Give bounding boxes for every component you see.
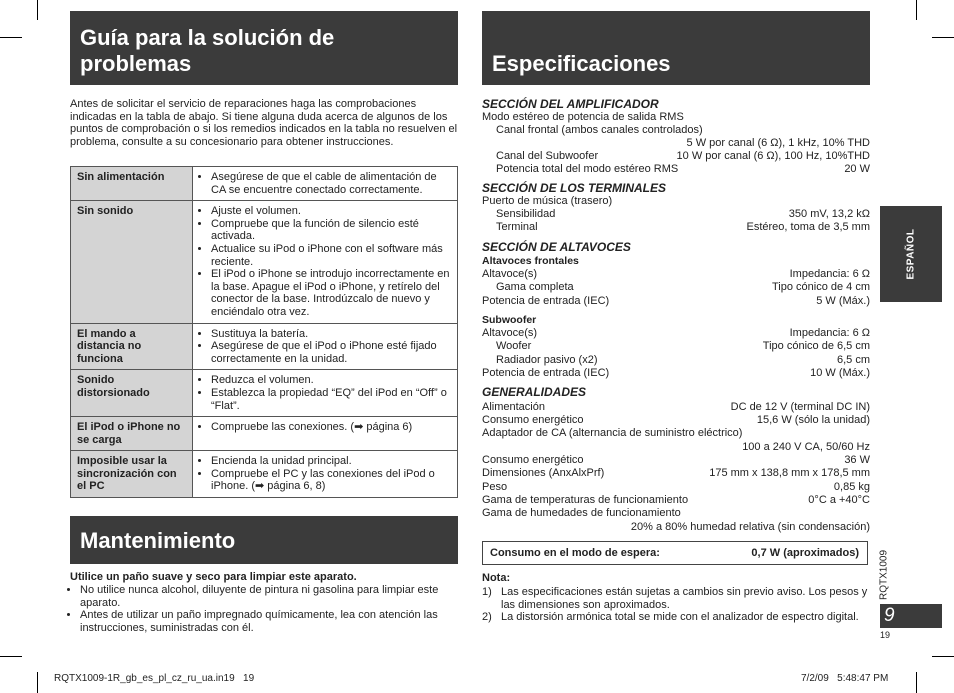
spec-row: Woofer Tipo cónico de 6,5 cm	[496, 340, 870, 352]
maintenance-title: Mantenimiento	[70, 516, 458, 564]
crop-mark	[916, 672, 917, 693]
spec-row: Potencia de entrada (IEC) 10 W (Máx.)	[482, 367, 870, 379]
page-number-small: 19	[880, 630, 891, 640]
list-item: • Antes de utilizar un paño impregnado químicamente, lea con atención las instrucciones, suministradas con él.	[80, 609, 458, 634]
maintenance-lead: Utilice un paño suave y seco para limpiar este aparato.	[70, 571, 357, 583]
spec-row: Puerto de música (trasero)	[482, 195, 613, 207]
remedy-cell	[193, 201, 458, 323]
list-item: • No utilice nunca alcohol, diluyente de pintura ni gasolina para limpiar este aparato.	[80, 584, 458, 609]
spec-row: Canal frontal (ambos canales controlados)	[496, 124, 703, 136]
spec-row: Dimensiones (AnxAlxPrf) 175 mm x 138,8 mm x 178,5 mm	[482, 467, 870, 479]
spec-row: Altavoce(s) Impedancia: 6 Ω	[482, 327, 870, 339]
table-row	[71, 417, 458, 451]
spec-row: Gama completa Tipo cónico de 4 cm	[496, 281, 870, 293]
list-item: • Establezca la propiedad “EQ” del iPod en “Off” o “Flat”.	[211, 387, 451, 412]
note-item: 2) La distorsión armónica total se mide con el analizador de espectro digital.	[482, 611, 859, 624]
list-item: • Compruebe que la función de silencio esté activada.	[211, 218, 451, 243]
troubleshooting-title: Guía para la solución de problemas	[70, 11, 458, 85]
front-speakers-label: Altavoces frontales	[482, 255, 579, 267]
spec-row: Consumo energético 15,6 W (sólo la unidad)	[482, 414, 870, 426]
troubleshooting-table	[70, 166, 458, 498]
remedy-cell	[193, 323, 458, 370]
table-row	[71, 167, 458, 201]
spec-row: Terminal Estéreo, toma de 3,5 mm	[496, 221, 870, 233]
notes-heading: Nota:	[482, 572, 511, 584]
crop-mark	[932, 37, 954, 38]
amp-heading: SECCIÓN DEL AMPLIFICADOR	[482, 97, 659, 111]
table-row	[71, 451, 458, 498]
crop-mark	[916, 0, 917, 20]
spec-row: Canal del Subwoofer 10 W por canal (6 Ω), 100 Hz, 10%THD	[496, 150, 870, 162]
general-heading: GENERALIDADES	[482, 385, 587, 399]
maintenance-bullets	[70, 584, 458, 634]
notes-list	[482, 586, 870, 624]
spec-row: Radiador pasivo (x2) 6,5 cm	[496, 354, 870, 366]
problem-cell: Sonido distorsionado	[71, 370, 193, 417]
crop-mark	[0, 656, 22, 657]
standby-label: Consumo en el modo de espera:	[490, 547, 660, 559]
footer-file: RQTX1009-1R_gb_es_pl_cz_ru_ua.in19 19	[54, 673, 255, 684]
problem-cell: El iPod o iPhone no se carga	[71, 417, 193, 451]
table-row	[71, 323, 458, 370]
list-item: • Encienda la unidad principal.	[211, 455, 451, 468]
table-row	[71, 370, 458, 417]
problem-cell: Sin alimentación	[71, 167, 193, 201]
list-item: • Compruebe las conexiones. (➡ página 6)	[211, 421, 451, 434]
spec-row: Consumo energético 36 W	[482, 454, 870, 466]
list-item: • Compruebe el PC y las conexiones del iPod o iPhone. (➡ página 6, 8)	[211, 468, 451, 493]
spec-row: Sensibilidad 350 mV, 13,2 kΩ	[496, 208, 870, 220]
crop-mark	[37, 0, 38, 20]
remedy-cell	[193, 167, 458, 201]
spec-row: Altavoce(s) Impedancia: 6 Ω	[482, 268, 870, 280]
speakers-heading: SECCIÓN DE ALTAVOCES	[482, 240, 631, 254]
list-item: • Ajuste el volumen.	[211, 205, 451, 218]
spec-row: Alimentación DC de 12 V (terminal DC IN)	[482, 401, 870, 413]
spec-row: Potencia de entrada (IEC) 5 W (Máx.)	[482, 295, 870, 307]
list-item: • Sustituya la batería.	[211, 328, 451, 341]
spec-row: Gama de temperaturas de funcionamiento 0°C a +40°C	[482, 494, 870, 506]
list-item: • Asegúrese de que el cable de alimentación de CA se encuentre conectado correctamente.	[211, 171, 451, 196]
spec-row: Peso 0,85 kg	[482, 481, 870, 493]
terminals-heading: SECCIÓN DE LOS TERMINALES	[482, 181, 667, 195]
standby-value: 0,7 W (aproximados)	[751, 547, 859, 559]
list-item: • Reduzca el volumen.	[211, 374, 451, 387]
spec-row: 100 a 240 V CA, 50/60 Hz	[742, 441, 870, 453]
table-row	[71, 201, 458, 323]
subwoofer-label: Subwoofer	[482, 314, 537, 326]
spec-row: Potencia total del modo estéreo RMS 20 W	[496, 163, 870, 175]
spec-row: Adaptador de CA (alternancia de suministro eléctrico)	[482, 427, 743, 439]
language-tab-label: ESPAÑOL	[905, 228, 917, 280]
note-item: 1) Las especificaciones están sujetas a cambios sin previo aviso. Los pesos y las dimensiones son aproximados.	[482, 586, 868, 611]
problem-cell: El mando a distancia no funciona	[71, 323, 193, 370]
standby-box	[482, 541, 868, 565]
troubleshooting-intro: Antes de solicitar el servicio de reparaciones haga las comprobaciones indicadas en la tabla de abajo. Si tiene alguna duda acerca de algunos de los puntos de comprobación o si los remedios indicados en la tabla no resuelven el problema, consulte a su concesionario para obtener instrucciones.	[70, 98, 458, 148]
spec-row: 20% a 80% humedad relativa (sin condensación)	[630, 521, 870, 533]
remedy-cell	[193, 451, 458, 498]
crop-mark	[37, 672, 38, 693]
spec-row: Modo estéreo de potencia de salida RMS	[482, 111, 684, 123]
language-tab	[880, 206, 942, 302]
problem-cell: Sin sonido	[71, 201, 193, 323]
remedy-cell	[193, 417, 458, 451]
problem-cell: Imposible usar la sincronización con el PC	[71, 451, 193, 498]
model-code: RQTX1009	[878, 549, 890, 601]
list-item: • Actualice su iPod o iPhone con el software más reciente.	[211, 243, 451, 268]
list-item: • El iPod o iPhone se introdujo incorrectamente en la base. Apague el iPod o iPhone, y retírelo del conector de la base. Introdúzcalo de nuevo y enciéndalo otra vez.	[211, 268, 451, 318]
spec-row: Gama de humedades de funcionamiento	[482, 507, 681, 519]
spec-row: 5 W por canal (6 Ω), 1 kHz, 10% THD	[686, 137, 870, 149]
crop-mark	[932, 656, 954, 657]
page-number-box: 9	[880, 604, 942, 628]
list-item: • Asegúrese de que el iPod o iPhone esté fijado correctamente en la unidad.	[211, 340, 451, 365]
footer-timestamp: 7/2/09 5:48:47 PM	[801, 673, 889, 684]
specs-title: Especificaciones	[482, 11, 870, 85]
remedy-cell	[193, 370, 458, 417]
crop-mark	[0, 37, 22, 38]
